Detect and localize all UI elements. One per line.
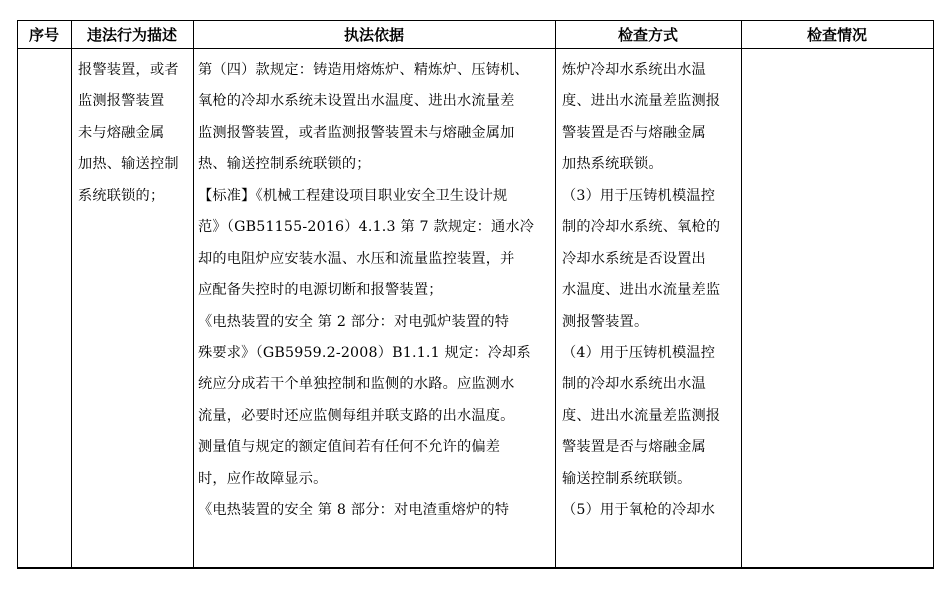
violation-line: 系统联锁的；	[78, 187, 165, 204]
basis-line: 统应分成若干个单独控制和监侧的水路。应监测水	[198, 376, 515, 393]
basis-line: 却的电阻炉应安装水温、水压和流量监控装置，并	[198, 250, 515, 267]
basis-line: 流量，必要时还应监侧每组并联支路的出水温度。	[198, 407, 515, 424]
basis-line: 监测报警装置，或者监测报警装置未与熔融金属加	[198, 124, 515, 141]
basis-line: 《电热装置的安全 第 8 部分：对电渣重熔炉的特	[198, 502, 510, 519]
basis-line: 氧枪的冷却水系统未设置出水温度、进出水流量差	[198, 93, 515, 110]
cell-violation	[78, 55, 190, 212]
basis-line: 应配备失控时的电源切断和报警装置；	[198, 282, 443, 299]
method-line: （3）用于压铸机模温控	[562, 187, 716, 204]
basis-line: 《电热装置的安全 第 2 部分：对电弧炉装置的特	[198, 313, 510, 330]
violation-line: 未与熔融金属	[78, 124, 165, 141]
column-border-left	[17, 20, 18, 569]
table-bottom-border	[17, 567, 934, 569]
method-line: 度、进出水流量差监测报	[562, 407, 721, 424]
column-border-1	[71, 20, 72, 569]
basis-line: 范》（GB51155-2016）4.1.3 第 7 款规定：通水冷	[198, 219, 535, 236]
cell-basis	[198, 55, 552, 527]
method-line: 水温度、进出水流量差监	[562, 282, 721, 299]
method-line: （4）用于压铸机模温控	[562, 344, 716, 361]
header-violation: 违法行为描述	[86, 26, 177, 44]
method-line: 度、进出水流量差监测报	[562, 93, 721, 110]
violation-line: 报警装置，或者	[78, 62, 179, 78]
method-line: 警装置是否与熔融金属	[562, 124, 706, 141]
column-border-2	[193, 20, 194, 569]
header-basis: 执法依据	[343, 26, 404, 44]
basis-line: 热、输送控制系统联锁的；	[198, 156, 371, 173]
method-line: （5）用于氧枪的冷却水	[562, 502, 716, 519]
basis-line: 第（四）款规定：铸造用熔炼炉、精炼炉、压铸机、	[198, 62, 529, 78]
violation-line: 加热、输送控制	[78, 156, 179, 173]
violation-line: 监测报警装置	[78, 93, 165, 110]
method-line: 输送控制系统联锁。	[562, 470, 692, 487]
basis-line: 【标准】《机械工程建设项目职业安全卫生设计规	[198, 187, 508, 204]
header-method: 检查方式	[617, 26, 678, 44]
header-index: 序号	[28, 26, 59, 44]
basis-line: 测量值与规定的额定值间若有任何不允许的偏差	[198, 439, 501, 456]
header-result: 检查情况	[806, 26, 867, 44]
method-line: 警装置是否与熔融金属	[562, 439, 706, 456]
basis-line: 时，应作故障显示。	[198, 470, 328, 487]
method-line: 冷却水系统是否设置出	[562, 250, 706, 267]
cell-method	[562, 55, 738, 527]
method-line: 制的冷却水系统、氧枪的	[562, 219, 721, 236]
method-line: 测报警装置。	[562, 313, 649, 330]
method-line: 加热系统联锁。	[562, 156, 663, 173]
column-border-3	[555, 20, 556, 569]
basis-line: 殊要求》（GB5959.2-2008）B1.1.1 规定：冷却系	[198, 344, 531, 361]
column-border-4	[741, 20, 742, 569]
column-border-right	[933, 20, 934, 569]
method-line: 制的冷却水系统出水温	[562, 376, 706, 393]
method-line: 炼炉冷却水系统出水温	[562, 62, 706, 78]
